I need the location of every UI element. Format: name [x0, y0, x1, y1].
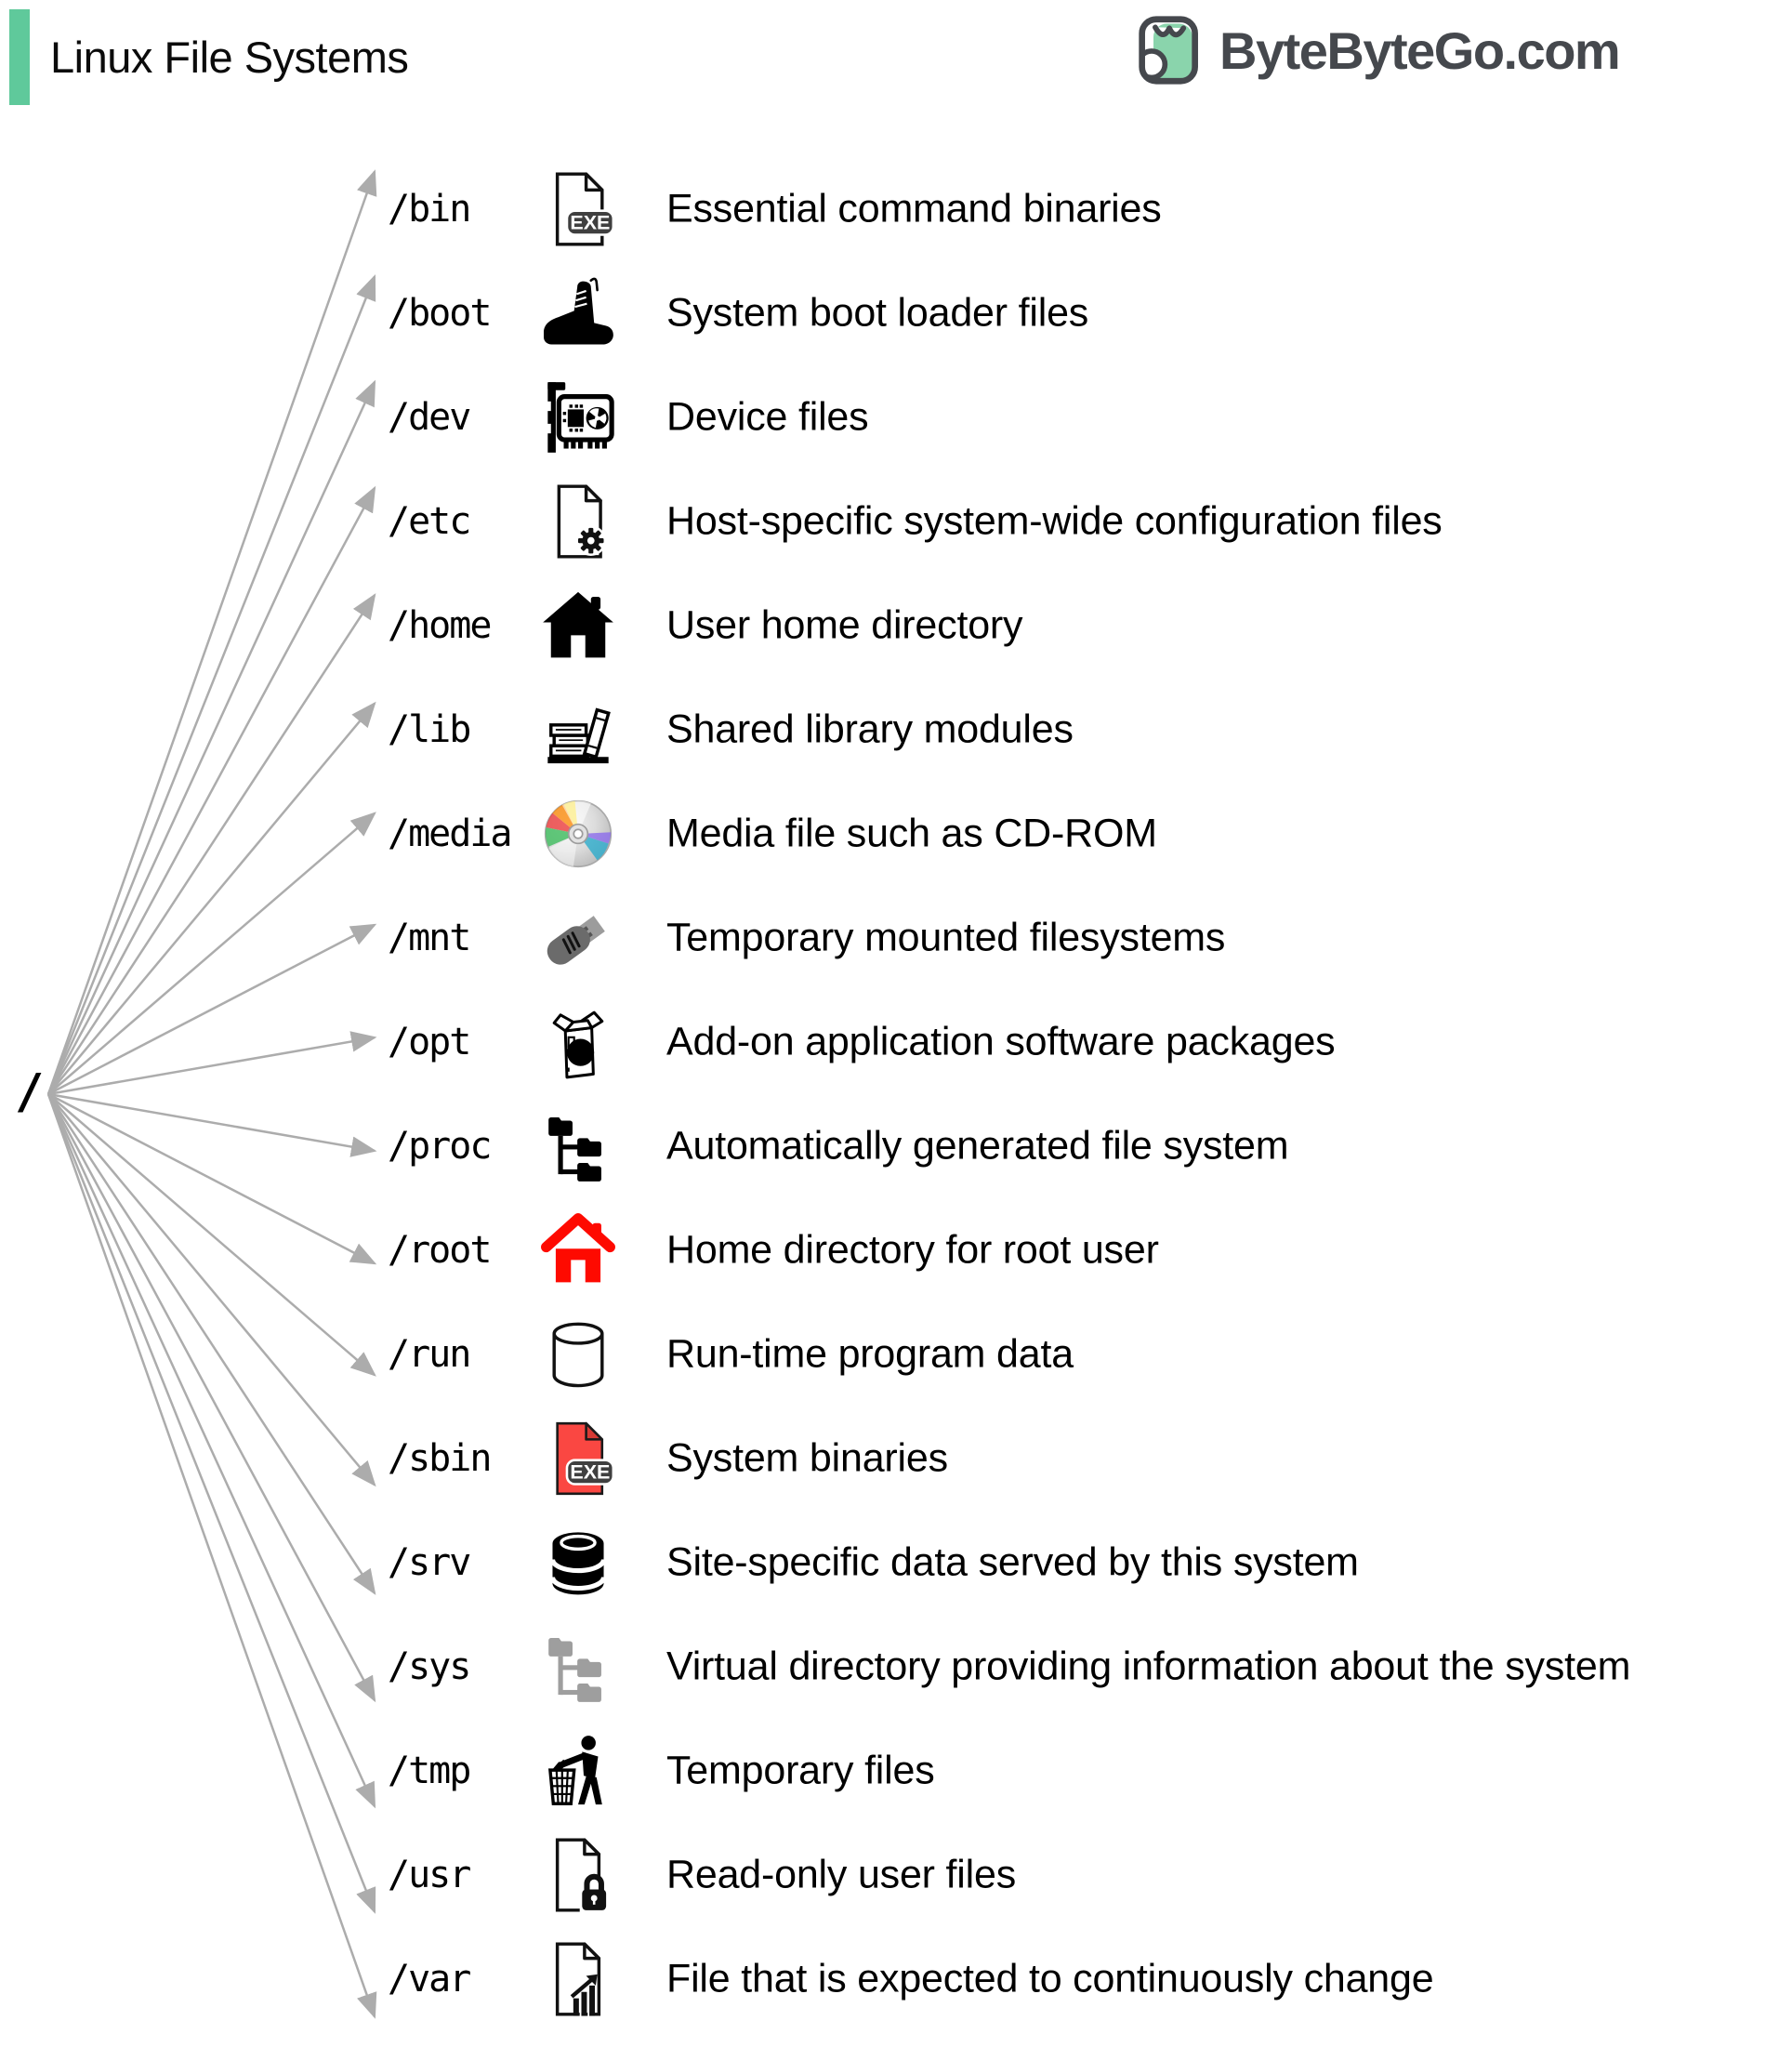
graphics-card-icon: [528, 375, 628, 460]
root-home-icon: [528, 1208, 628, 1293]
brand-name: ByteByteGo.com: [1219, 20, 1620, 80]
directory-label: /etc: [388, 500, 470, 543]
directory-label: /bin: [388, 188, 470, 231]
fs-row: [0, 1198, 1792, 1302]
directory-description: Temporary files: [666, 1748, 935, 1793]
fs-row: [0, 1615, 1792, 1719]
directory-description: Host-specific system-wide configuration files: [666, 498, 1443, 544]
directory-description: File that is expected to continuously change: [666, 1956, 1434, 2001]
directory-description: Run-time program data: [666, 1331, 1074, 1377]
directory-label: /media: [388, 812, 511, 855]
directory-label: /lib: [388, 708, 470, 751]
process-tree-icon: [528, 1103, 628, 1189]
directory-label: /proc: [388, 1125, 491, 1168]
config-file-icon: [528, 479, 628, 564]
fs-row: [0, 574, 1792, 678]
directory-label: /sys: [388, 1645, 470, 1688]
fs-row: [0, 1927, 1792, 2031]
directory-label: /tmp: [388, 1750, 470, 1792]
directory-label: /opt: [388, 1021, 470, 1063]
system-tree-icon: [528, 1624, 628, 1710]
fs-row: [0, 157, 1792, 261]
page-title: Linux File Systems: [50, 33, 409, 82]
directory-label: /mnt: [388, 917, 470, 959]
directory-description: Temporary mounted filesystems: [666, 915, 1226, 960]
locked-file-icon: [528, 1832, 628, 1918]
directory-description: Essential command binaries: [666, 186, 1162, 231]
chart-file-icon: [528, 1936, 628, 2022]
directory-description: System binaries: [666, 1435, 948, 1481]
fs-row: [0, 469, 1792, 574]
fs-row: [0, 1302, 1792, 1406]
trash-disposal-icon: [528, 1728, 628, 1814]
exe-file-icon: [528, 166, 628, 252]
fs-row: [0, 365, 1792, 469]
usb-drive-icon: [528, 895, 628, 981]
fs-row: [0, 1094, 1792, 1198]
directory-label: /sbin: [388, 1437, 491, 1480]
library-books-icon: [528, 687, 628, 773]
directory-description: Media file such as CD-ROM: [666, 811, 1157, 856]
directory-label: /home: [388, 604, 491, 647]
fs-row: [0, 782, 1792, 886]
directory-label: /dev: [388, 396, 470, 439]
fs-row: [0, 1511, 1792, 1615]
directory-label: /boot: [388, 292, 491, 335]
directory-description: System boot loader files: [666, 290, 1089, 336]
directory-label: /usr: [388, 1854, 470, 1896]
directory-label: /run: [388, 1333, 470, 1376]
directory-description: Add-on application software packages: [666, 1019, 1336, 1064]
boot-icon: [528, 271, 628, 356]
directory-description: Home directory for root user: [666, 1227, 1159, 1273]
fs-row: [0, 990, 1792, 1094]
fs-row: [0, 1406, 1792, 1511]
fs-row: [0, 261, 1792, 365]
directory-description: Read-only user files: [666, 1852, 1017, 1897]
directory-description: User home directory: [666, 602, 1023, 648]
database-icon: [528, 1520, 628, 1605]
fs-row: [0, 1823, 1792, 1927]
fs-row: [0, 886, 1792, 990]
home-icon: [528, 583, 628, 668]
directory-description: Virtual directory providing information about the system: [666, 1644, 1631, 1689]
directory-label: /root: [388, 1229, 491, 1272]
directory-label: /srv: [388, 1541, 470, 1584]
directory-description: Device files: [666, 394, 869, 440]
cd-icon: [528, 791, 628, 877]
fs-row: [0, 1719, 1792, 1823]
directory-label: /var: [388, 1958, 470, 2001]
root-directory-label: /: [15, 1063, 45, 1120]
fs-row: [0, 678, 1792, 782]
directory-description: Automatically generated file system: [666, 1123, 1289, 1169]
exe-file-red-icon: [528, 1416, 628, 1501]
directory-description: Site-specific data served by this system: [666, 1539, 1359, 1585]
package-box-icon: [528, 999, 628, 1085]
directory-description: Shared library modules: [666, 707, 1074, 752]
cylinder-icon: [528, 1312, 628, 1397]
